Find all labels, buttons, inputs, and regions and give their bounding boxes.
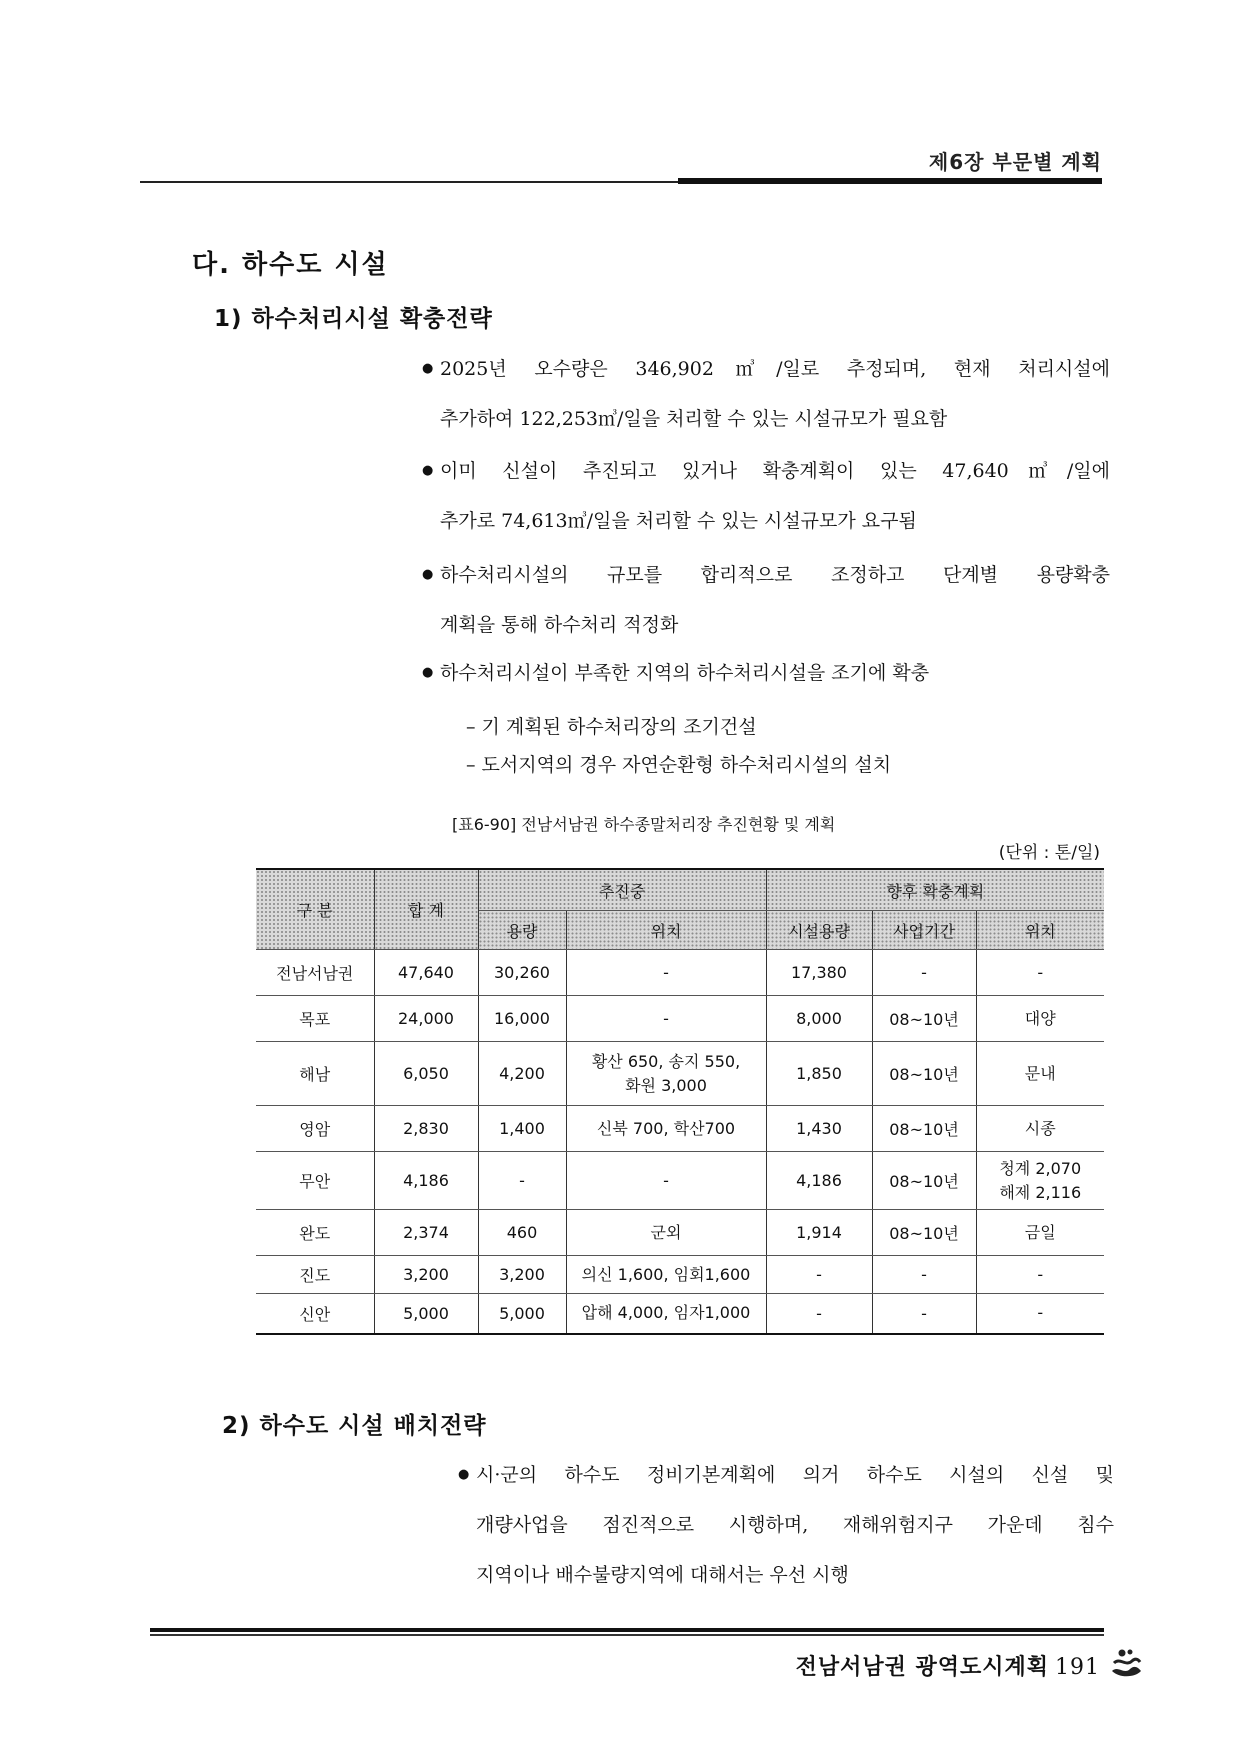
cell-period: -: [872, 1294, 976, 1334]
table-row: [256, 1042, 1104, 1106]
data-table: [256, 868, 1104, 1335]
header-rule: [140, 181, 680, 183]
cell-location2: 시종: [976, 1106, 1104, 1152]
header-future: 향후 확충계획: [766, 869, 1104, 911]
cell-period: 08~10년: [872, 1152, 976, 1210]
bullet-text: 하수처리시설의 규모를 합리적으로 조정하고 단계별 용량확충: [440, 564, 1110, 586]
subsection-title-2: 2) 하수도 시설 배치전략: [222, 1413, 487, 1439]
cell-period: 08~10년: [872, 996, 976, 1042]
cell-capacity: 4,200: [478, 1042, 566, 1106]
cell-capacity: 460: [478, 1210, 566, 1256]
header-gubun: 구 분: [256, 869, 374, 950]
header-facility-capacity: 시설용량: [766, 911, 872, 950]
cell-facility: -: [766, 1294, 872, 1334]
cell-facility: 1,850: [766, 1042, 872, 1106]
cell-total: 24,000: [374, 996, 478, 1042]
cell-period: 08~10년: [872, 1210, 976, 1256]
cell-facility: -: [766, 1256, 872, 1294]
cell-region: 신안: [256, 1294, 374, 1334]
cell-region: 완도: [256, 1210, 374, 1256]
footer-title: [796, 1650, 1100, 1681]
cell-region: 전남서남권: [256, 950, 374, 996]
cell-location2: 대양: [976, 996, 1104, 1042]
cell-total: 47,640: [374, 950, 478, 996]
cell-facility: 17,380: [766, 950, 872, 996]
cell-location: 신북 700, 학산700: [566, 1106, 766, 1152]
cell-capacity: 1,400: [478, 1106, 566, 1152]
dash-item: – 도서지역의 경우 자연순환형 하수처리시설의 설치: [466, 754, 892, 776]
section-title: 다. 하수도 시설: [192, 250, 389, 280]
bullet-text: 계획을 통해 하수처리 적정화: [440, 614, 679, 636]
header-period: 사업기간: [872, 911, 976, 950]
table-row: [256, 1294, 1104, 1334]
cell-location2: -: [976, 1294, 1104, 1334]
page-number: 191: [1055, 1655, 1100, 1680]
cell-location: 압해 4,000, 임자1,000: [566, 1294, 766, 1334]
cell-facility: 1,914: [766, 1210, 872, 1256]
cell-capacity: 16,000: [478, 996, 566, 1042]
cell-capacity: 5,000: [478, 1294, 566, 1334]
header-location: 위치: [566, 911, 766, 950]
table-row: [256, 996, 1104, 1042]
footer-rule-thin: [150, 1634, 1104, 1636]
cell-location: -: [566, 1152, 766, 1210]
cell-total: 3,200: [374, 1256, 478, 1294]
cell-period: 08~10년: [872, 1042, 976, 1106]
cell-region: 영암: [256, 1106, 374, 1152]
cell-location2: 문내: [976, 1042, 1104, 1106]
bullet-item: [422, 648, 1110, 698]
bullet-item: [458, 1450, 1114, 1600]
bullet-text: 이미 신설이 추진되고 있거나 확충계획이 있는 47,640㎥/일에: [440, 460, 1110, 482]
cell-capacity: 3,200: [478, 1256, 566, 1294]
cell-location: 군외: [566, 1210, 766, 1256]
bullet-text: 시·군의 하수도 정비기본계획에 의거 하수도 시설의 신설 및: [476, 1464, 1114, 1486]
bullet-icon: ●: [422, 665, 434, 680]
bullet-text: 개량사업을 점진적으로 시행하며, 재해위험지구 가운데 침수: [476, 1514, 1114, 1536]
cell-total: 2,374: [374, 1210, 478, 1256]
cell-region: 진도: [256, 1256, 374, 1294]
chapter-title: 제6장 부문별 계획: [928, 150, 1102, 174]
bullet-text: 지역이나 배수불량지역에 대해서는 우선 시행: [476, 1564, 849, 1586]
table-unit: (단위 : 톤/일): [998, 843, 1100, 863]
cell-total: 2,830: [374, 1106, 478, 1152]
cell-region: 해남: [256, 1042, 374, 1106]
table-row: [256, 1106, 1104, 1152]
cell-location: 의신 1,600, 임회1,600: [566, 1256, 766, 1294]
cell-total: 5,000: [374, 1294, 478, 1334]
header-ongoing: 추진중: [478, 869, 766, 911]
cell-location2: -: [976, 950, 1104, 996]
cell-total: 6,050: [374, 1042, 478, 1106]
cell-capacity: 30,260: [478, 950, 566, 996]
cell-region: 목포: [256, 996, 374, 1042]
header-total: 합 계: [374, 869, 478, 950]
bullet-item: [422, 344, 1110, 444]
table-row: [256, 1256, 1104, 1294]
bullet-icon: ●: [458, 1467, 470, 1482]
cell-location: 황산 650, 송지 550, 화원 3,000: [566, 1042, 766, 1106]
header-capacity: 용량: [478, 911, 566, 950]
subsection-title: 1) 하수처리시설 확충전략: [214, 306, 493, 332]
cell-location2: -: [976, 1256, 1104, 1294]
footer-rule: [150, 1628, 1104, 1632]
table-caption: [표6-90] 전남서남권 하수종말처리장 추진현황 및 계획: [452, 815, 836, 834]
table-row: [256, 950, 1104, 996]
dash-item: – 기 계획된 하수처리장의 조기건설: [466, 716, 757, 738]
cell-total: 4,186: [374, 1152, 478, 1210]
bullet-item: [422, 446, 1110, 546]
header-location2: 위치: [976, 911, 1104, 950]
cell-region: 무안: [256, 1152, 374, 1210]
logo-icon: [1108, 1645, 1144, 1681]
bullet-icon: ●: [422, 567, 434, 582]
bullet-text: 하수처리시설이 부족한 지역의 하수처리시설을 조기에 확충: [440, 662, 930, 684]
bullet-text: 2025년 오수량은 346,902㎥/일로 추정되며, 현재 처리시설에: [440, 358, 1110, 380]
table-row: [256, 1152, 1104, 1210]
cell-facility: 8,000: [766, 996, 872, 1042]
bullet-item: [422, 550, 1110, 650]
cell-period: -: [872, 950, 976, 996]
cell-facility: 4,186: [766, 1152, 872, 1210]
bullet-icon: ●: [422, 361, 434, 376]
cell-location: -: [566, 996, 766, 1042]
cell-period: -: [872, 1256, 976, 1294]
header-rule-thick: [678, 178, 1102, 184]
table-row: [256, 1210, 1104, 1256]
bullet-icon: ●: [422, 463, 434, 478]
cell-location2: 금일: [976, 1210, 1104, 1256]
bullet-text: 추가하여 122,253㎥/일을 처리할 수 있는 시설규모가 필요함: [440, 408, 948, 430]
bullet-text: 추가로 74,613㎥/일을 처리할 수 있는 시설규모가 요구됨: [440, 510, 917, 532]
cell-location: -: [566, 950, 766, 996]
cell-facility: 1,430: [766, 1106, 872, 1152]
cell-location2: 청계 2,070 해제 2,116: [976, 1152, 1104, 1210]
footer-doc-title: 전남서남권 광역도시계획: [795, 1655, 1049, 1680]
cell-period: 08~10년: [872, 1106, 976, 1152]
cell-capacity: -: [478, 1152, 566, 1210]
